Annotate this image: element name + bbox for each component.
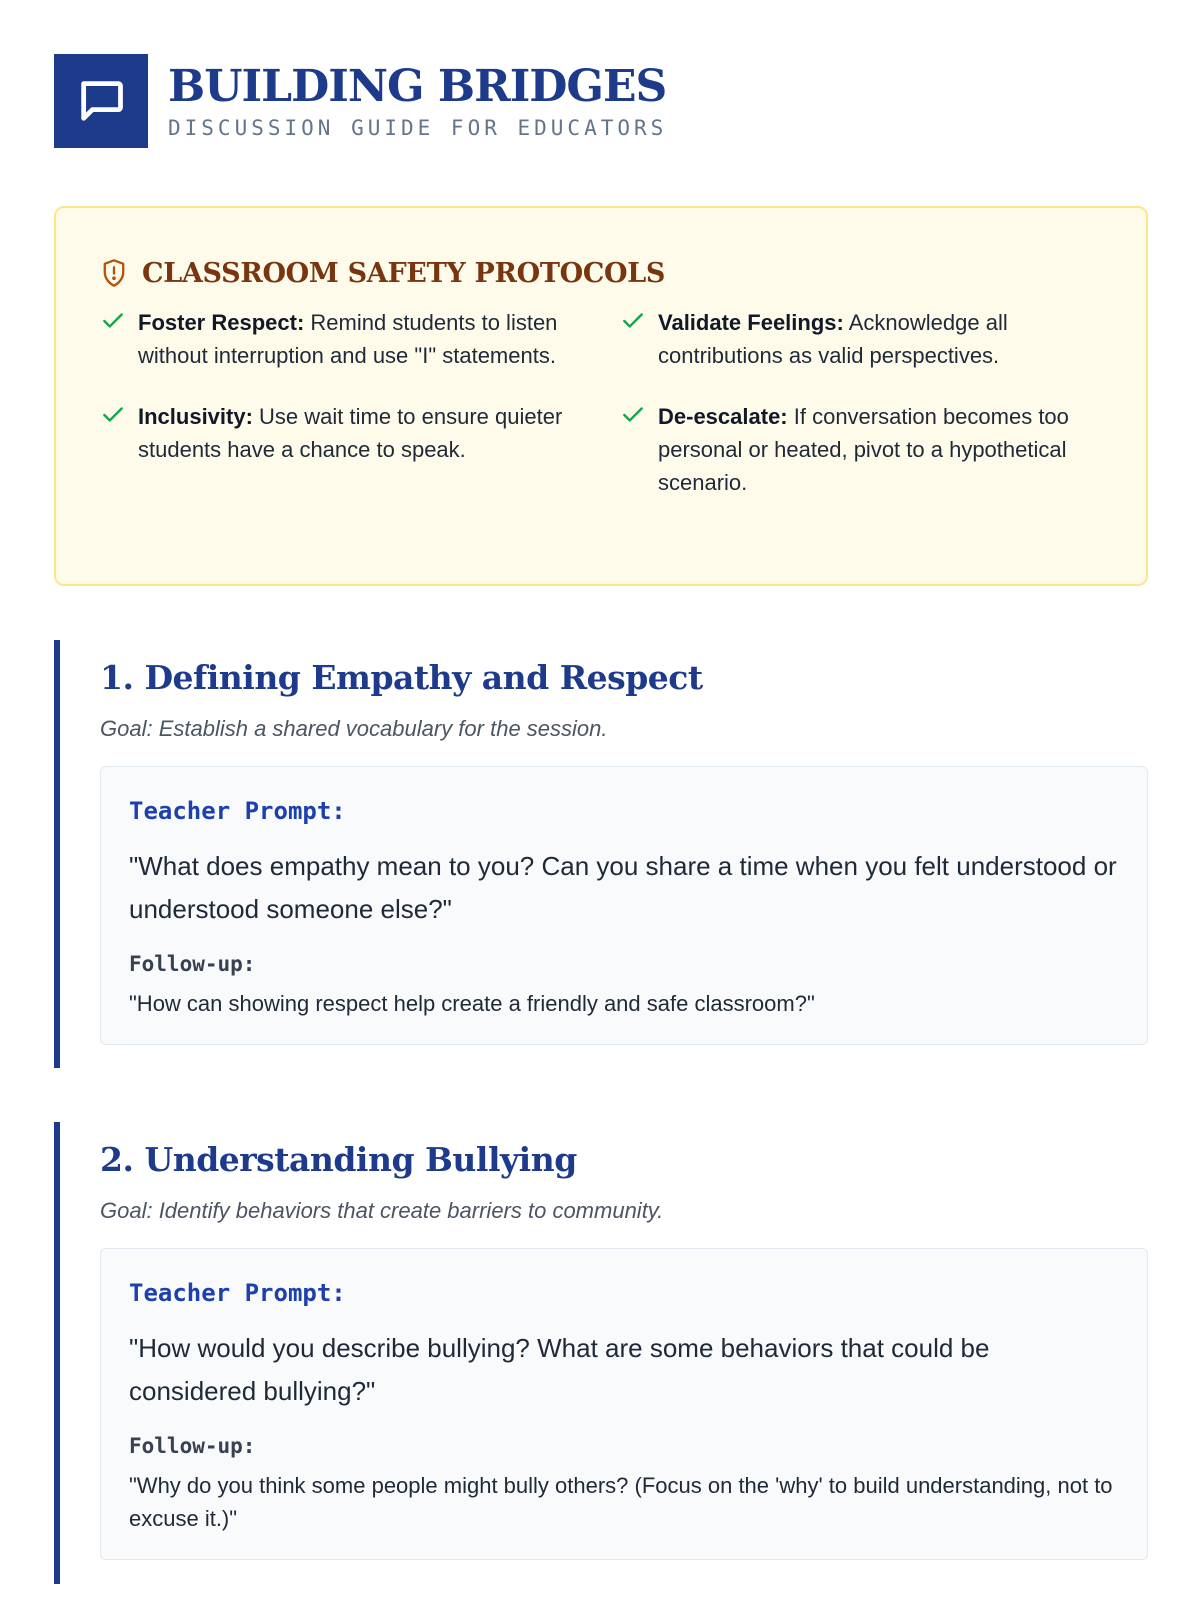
followup-text: "How can showing respect help create a friendly and safe classroom?" bbox=[129, 991, 815, 1016]
chat-bubble-icon bbox=[75, 75, 127, 127]
protocol-text: If conversation becomes too personal or heated, pivot to a hypothetical scenario. bbox=[658, 404, 1069, 495]
protocol-item bbox=[100, 400, 620, 499]
logo bbox=[54, 54, 148, 148]
protocol-label: Validate Feelings: bbox=[658, 310, 844, 335]
check-icon bbox=[100, 308, 126, 334]
protocol-item bbox=[620, 400, 1140, 499]
prompt-card bbox=[100, 1248, 1148, 1560]
page-title: BUILDING BRIDGES bbox=[168, 61, 667, 112]
prompt-label: Teacher Prompt: bbox=[129, 797, 346, 825]
prompt-text: "How would you describe bullying? What are some behaviors that could be considered bullying?" bbox=[129, 1333, 990, 1406]
section-accent-bar bbox=[54, 640, 60, 1068]
safety-protocols-box bbox=[54, 206, 1148, 586]
discussion-section bbox=[54, 640, 1148, 1068]
shield-alert-icon bbox=[100, 258, 128, 288]
check-icon bbox=[620, 308, 646, 334]
check-icon bbox=[620, 402, 646, 428]
check-icon bbox=[100, 402, 126, 428]
protocol-list bbox=[100, 306, 1102, 499]
section-goal: Goal: Identify behaviors that create barriers to community. bbox=[100, 1198, 664, 1223]
section-title: 2. Understanding Bullying bbox=[100, 1140, 577, 1179]
followup-text: "Why do you think some people might bully others? (Focus on the 'why' to build understanding, not to excuse it.)" bbox=[129, 1473, 1113, 1531]
safety-title: CLASSROOM SAFETY PROTOCOLS bbox=[142, 257, 666, 289]
protocol-label: De-escalate: bbox=[658, 404, 788, 429]
protocol-item bbox=[620, 306, 1140, 372]
protocol-text: Remind students to listen without interruption and use "I" statements. bbox=[138, 310, 558, 368]
protocol-label: Inclusivity: bbox=[138, 404, 253, 429]
section-goal: Goal: Establish a shared vocabulary for the session. bbox=[100, 716, 608, 741]
prompt-text: "What does empathy mean to you? Can you share a time when you felt understood or understood someone else?" bbox=[129, 851, 1117, 924]
section-accent-bar bbox=[54, 1122, 60, 1584]
prompt-card bbox=[100, 766, 1148, 1045]
header bbox=[54, 54, 1160, 148]
protocol-text: Use wait time to ensure quieter students have a chance to speak. bbox=[138, 404, 563, 462]
section-title: 1. Defining Empathy and Respect bbox=[100, 658, 703, 697]
protocol-label: Foster Respect: bbox=[138, 310, 305, 335]
followup-label: Follow-up: bbox=[129, 1434, 256, 1458]
page-subtitle: DISCUSSION GUIDE FOR EDUCATORS bbox=[168, 116, 668, 140]
discussion-section bbox=[54, 1122, 1148, 1584]
followup-label: Follow-up: bbox=[129, 952, 256, 976]
protocol-item bbox=[100, 306, 620, 372]
protocol-text: Acknowledge all contributions as valid perspectives. bbox=[658, 310, 1008, 368]
prompt-label: Teacher Prompt: bbox=[129, 1279, 346, 1307]
